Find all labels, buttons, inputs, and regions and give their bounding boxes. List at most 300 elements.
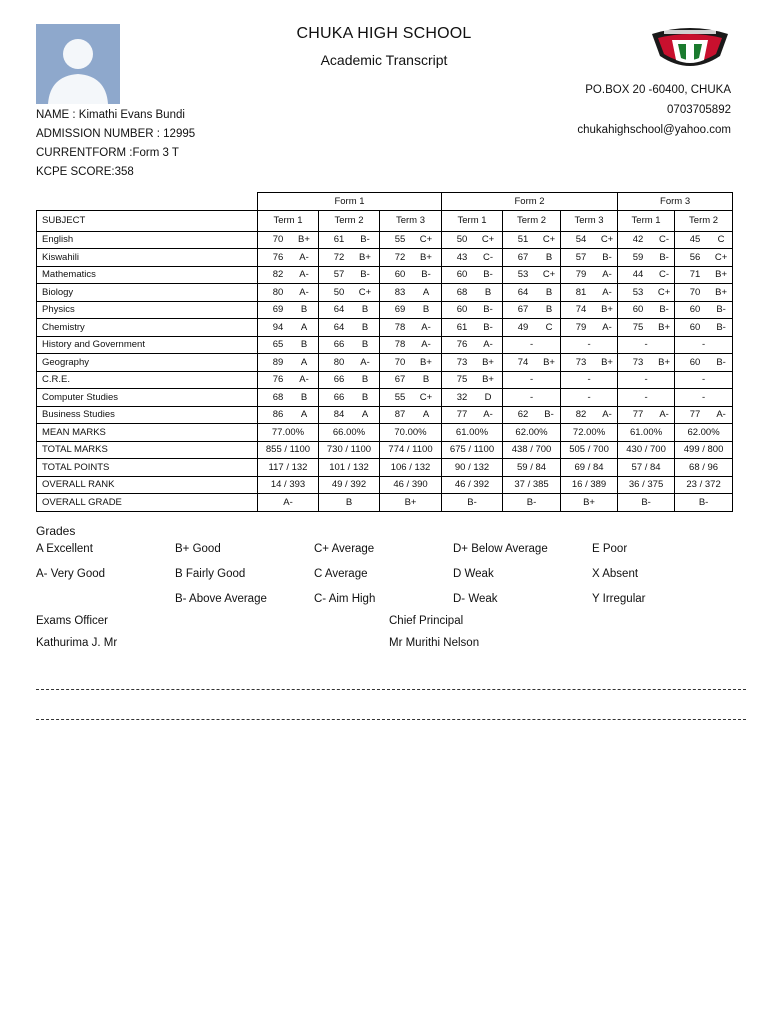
legend-item: C+ Average (314, 542, 375, 555)
summary-value: 505 / 700 (561, 441, 618, 459)
form-header: Form 3 (618, 193, 733, 211)
summary-value: 37 / 385 (503, 476, 561, 494)
score-cell (258, 371, 319, 389)
score-cell (319, 389, 380, 407)
score-cell (675, 301, 733, 319)
principal-name: Mr Murithi Nelson (389, 637, 480, 649)
summary-value: B- (675, 494, 733, 512)
score-cell (503, 266, 561, 284)
score-mark: 77 (689, 409, 701, 421)
summary-value: 46 / 390 (380, 476, 442, 494)
score-mark: 64 (517, 286, 529, 298)
score-cell (442, 284, 503, 302)
summary-value: 438 / 700 (503, 441, 561, 459)
score-grade: B (300, 339, 308, 351)
score-mark: 66 (333, 374, 345, 386)
score-cell (442, 336, 503, 354)
exams-officer-name: Kathurima J. Mr (36, 637, 118, 649)
score-grade: B- (544, 409, 554, 421)
grades-table (36, 192, 733, 512)
score-mark: 50 (333, 286, 345, 298)
score-grade: C+ (657, 286, 671, 298)
score-cell (442, 231, 503, 249)
header-blank (37, 193, 258, 211)
subject-name: Chemistry (37, 319, 258, 337)
score-cell (442, 354, 503, 372)
subject-header: SUBJECT (37, 210, 258, 231)
score-cell (618, 371, 675, 389)
score-mark: - (529, 391, 534, 403)
summary-value: 66.00% (319, 424, 380, 442)
score-mark: 70 (394, 356, 406, 368)
summary-value: 72.00% (561, 424, 618, 442)
score-grade: C+ (714, 251, 728, 263)
score-grade: A- (421, 321, 431, 333)
score-cell (503, 354, 561, 372)
term-header: Term 1 (258, 210, 319, 231)
email-line: chukahighschool@yahoo.com (577, 124, 731, 136)
current-form: CURRENTFORM :Form 3 T (36, 147, 179, 159)
score-cell (380, 301, 442, 319)
score-grade: A- (299, 286, 309, 298)
score-cell (319, 336, 380, 354)
legend-item: B+ Good (175, 542, 221, 555)
score-cell (561, 389, 618, 407)
score-grade: A- (659, 409, 669, 421)
summary-value: 46 / 392 (442, 476, 503, 494)
score-cell (319, 284, 380, 302)
score-mark: 82 (272, 269, 284, 281)
score-cell (258, 249, 319, 267)
summary-value: 774 / 1100 (380, 441, 442, 459)
document-title: Academic Transcript (320, 52, 448, 68)
term-header: Term 3 (380, 210, 442, 231)
term-header: Term 2 (319, 210, 380, 231)
score-grade: B- (716, 356, 726, 368)
score-mark: 61 (456, 321, 468, 333)
score-cell (561, 336, 618, 354)
score-mark: 42 (632, 234, 644, 246)
score-cell (618, 284, 675, 302)
score-cell (503, 231, 561, 249)
score-mark: 49 (517, 321, 529, 333)
subject-name: Physics (37, 301, 258, 319)
score-grade: B (361, 374, 369, 386)
score-cell (258, 389, 319, 407)
term-header: Term 3 (561, 210, 618, 231)
score-mark: 69 (272, 304, 284, 316)
score-grade: A- (360, 356, 370, 368)
score-grade: A- (299, 251, 309, 263)
subject-row (37, 336, 733, 354)
summary-value: 23 / 372 (675, 476, 733, 494)
score-grade: A- (602, 409, 612, 421)
summary-row (37, 424, 733, 442)
summary-value: B- (618, 494, 675, 512)
score-cell (618, 266, 675, 284)
summary-value: 59 / 84 (503, 459, 561, 477)
score-grade: B (422, 304, 430, 316)
subject-row (37, 371, 733, 389)
score-grade: B+ (658, 321, 670, 333)
score-grade: B- (421, 269, 431, 281)
summary-value: 77.00% (258, 424, 319, 442)
summary-value: A- (258, 494, 319, 512)
score-mark: 43 (456, 251, 468, 263)
summary-value: 730 / 1100 (319, 441, 380, 459)
score-cell (503, 371, 561, 389)
subject-name: Mathematics (37, 266, 258, 284)
score-cell (561, 319, 618, 337)
score-cell (442, 389, 503, 407)
summary-row (37, 459, 733, 477)
score-cell (675, 354, 733, 372)
signature-line (36, 689, 746, 690)
subject-row (37, 354, 733, 372)
score-grade: B (361, 321, 369, 333)
score-cell (675, 266, 733, 284)
address-line: PO.BOX 20 -60400, CHUKA (585, 84, 731, 96)
score-cell (442, 301, 503, 319)
summary-value: 57 / 84 (618, 459, 675, 477)
score-grade: C- (659, 269, 670, 281)
score-grade: C (545, 321, 553, 333)
score-mark: 73 (575, 356, 587, 368)
score-mark: 45 (689, 234, 701, 246)
score-mark: 78 (394, 339, 406, 351)
score-cell (618, 336, 675, 354)
score-cell (319, 301, 380, 319)
score-cell (319, 249, 380, 267)
score-mark: 60 (689, 321, 701, 333)
score-grade: B- (360, 234, 370, 246)
score-grade: B (422, 374, 430, 386)
score-mark: 70 (689, 286, 701, 298)
legend-row (36, 586, 736, 611)
score-mark: - (644, 339, 648, 351)
subject-row (37, 319, 733, 337)
legend-row (36, 561, 736, 586)
score-grade: B (361, 339, 369, 351)
score-cell (319, 354, 380, 372)
score-mark: 68 (456, 286, 468, 298)
score-mark: 75 (632, 321, 644, 333)
score-mark: 60 (689, 356, 701, 368)
score-cell (618, 319, 675, 337)
subject-row (37, 389, 733, 407)
score-cell (561, 406, 618, 424)
score-mark: - (644, 374, 648, 386)
score-grade: B- (483, 304, 493, 316)
score-cell (675, 249, 733, 267)
student-info (36, 106, 195, 182)
term-header: Term 1 (442, 210, 503, 231)
legend-item: E Poor (592, 542, 628, 555)
score-cell (258, 231, 319, 249)
score-mark: 68 (272, 391, 284, 403)
score-cell (675, 284, 733, 302)
score-cell (675, 389, 733, 407)
score-cell (380, 371, 442, 389)
subject-row (37, 231, 733, 249)
subject-name: C.R.E. (37, 371, 258, 389)
score-cell (618, 406, 675, 424)
subject-name: Biology (37, 284, 258, 302)
score-cell (319, 266, 380, 284)
crest-icon (650, 26, 730, 70)
legend-item: D Weak (453, 567, 494, 580)
score-cell (675, 319, 733, 337)
score-mark: 72 (333, 251, 345, 263)
score-grade: A- (602, 321, 612, 333)
summary-label: TOTAL POINTS (37, 459, 258, 477)
summary-value: 499 / 800 (675, 441, 733, 459)
score-cell (503, 389, 561, 407)
score-mark: 60 (456, 269, 468, 281)
subject-name: Business Studies (37, 406, 258, 424)
score-mark: 66 (333, 339, 345, 351)
score-grade: B- (716, 304, 726, 316)
score-grade: B+ (482, 374, 494, 386)
score-grade: A- (483, 339, 493, 351)
legend-item: C Average (314, 567, 368, 580)
score-grade: B- (659, 304, 669, 316)
score-grade: B (300, 391, 308, 403)
score-mark: 53 (632, 286, 644, 298)
score-grade: B+ (715, 286, 727, 298)
score-mark: 76 (272, 374, 284, 386)
subject-name: Computer Studies (37, 389, 258, 407)
legend-item: A Excellent (36, 542, 93, 555)
score-cell (258, 336, 319, 354)
score-grade: C- (483, 251, 494, 263)
score-grade: B+ (658, 356, 670, 368)
summary-value: 106 / 132 (380, 459, 442, 477)
score-cell (442, 319, 503, 337)
summary-label: OVERALL RANK (37, 476, 258, 494)
score-cell (675, 371, 733, 389)
student-name: NAME : Kimathi Evans Bundi (36, 109, 185, 121)
score-grade: A- (483, 409, 493, 421)
summary-value: 430 / 700 (618, 441, 675, 459)
summary-value: B- (503, 494, 561, 512)
score-mark: 74 (575, 304, 587, 316)
term-header: Term 2 (503, 210, 561, 231)
score-cell (258, 354, 319, 372)
score-mark: 57 (333, 269, 345, 281)
score-mark: - (587, 391, 591, 403)
score-grade: A (300, 409, 308, 421)
summary-value: B+ (561, 494, 618, 512)
score-grade: A- (421, 339, 431, 351)
score-cell (380, 319, 442, 337)
terms-header-row (37, 210, 733, 231)
score-mark: 55 (394, 234, 406, 246)
score-mark: 61 (333, 234, 345, 246)
score-grade: A (361, 409, 369, 421)
score-grade: B- (602, 251, 612, 263)
score-mark: 79 (575, 269, 587, 281)
score-grade: B (545, 251, 553, 263)
score-mark: - (701, 339, 706, 351)
score-grade: B+ (359, 251, 371, 263)
grades-legend (36, 536, 736, 611)
summary-row (37, 494, 733, 512)
score-cell (561, 284, 618, 302)
score-mark: 78 (394, 321, 406, 333)
score-mark: 54 (575, 234, 587, 246)
score-cell (380, 406, 442, 424)
score-grade: B (484, 286, 492, 298)
score-cell (561, 249, 618, 267)
score-grade: C (717, 234, 725, 246)
score-cell (561, 301, 618, 319)
legend-item: B- Above Average (175, 592, 267, 605)
legend-item: D+ Below Average (453, 542, 548, 555)
school-logo (650, 26, 730, 70)
score-cell (442, 249, 503, 267)
score-cell (258, 301, 319, 319)
score-mark: 67 (517, 251, 529, 263)
score-grade: B+ (715, 269, 727, 281)
subject-name: English (37, 231, 258, 249)
summary-value: 61.00% (618, 424, 675, 442)
score-cell (319, 406, 380, 424)
score-mark: 77 (456, 409, 468, 421)
summary-value: 14 / 393 (258, 476, 319, 494)
score-grade: A- (299, 374, 309, 386)
score-mark: 60 (689, 304, 701, 316)
summary-label: OVERALL GRADE (37, 494, 258, 512)
score-grade: A (422, 286, 430, 298)
score-grade: C+ (542, 269, 556, 281)
score-mark: 70 (272, 234, 284, 246)
score-cell (258, 284, 319, 302)
score-cell (561, 371, 618, 389)
score-mark: 80 (272, 286, 284, 298)
score-mark: 62 (517, 409, 529, 421)
score-mark: 51 (517, 234, 529, 246)
legend-item: B Fairly Good (175, 567, 246, 580)
score-grade: C+ (419, 391, 433, 403)
score-mark: 67 (517, 304, 529, 316)
score-grade: B+ (482, 356, 494, 368)
score-cell (561, 266, 618, 284)
score-cell (618, 389, 675, 407)
score-grade: C+ (358, 286, 372, 298)
summary-value: 62.00% (503, 424, 561, 442)
summary-value: 90 / 132 (442, 459, 503, 477)
score-mark: 71 (689, 269, 701, 281)
score-mark: 72 (394, 251, 406, 263)
score-mark: 80 (333, 356, 345, 368)
score-cell (380, 231, 442, 249)
score-cell (319, 371, 380, 389)
score-mark: 59 (632, 251, 644, 263)
score-mark: 74 (517, 356, 529, 368)
score-cell (503, 301, 561, 319)
score-mark: 60 (394, 269, 406, 281)
term-header: Term 2 (675, 210, 733, 231)
summary-value: 70.00% (380, 424, 442, 442)
score-cell (503, 406, 561, 424)
score-mark: 73 (456, 356, 468, 368)
score-grade: B- (360, 269, 370, 281)
score-mark: 77 (632, 409, 644, 421)
score-grade: A (300, 356, 308, 368)
score-mark: 60 (632, 304, 644, 316)
score-mark: 57 (575, 251, 587, 263)
score-grade: B+ (420, 356, 432, 368)
subject-row (37, 284, 733, 302)
forms-header-row (37, 193, 733, 211)
subject-name: Kiswahili (37, 249, 258, 267)
score-mark: 67 (394, 374, 406, 386)
term-header: Term 1 (618, 210, 675, 231)
score-grade: C+ (542, 234, 556, 246)
subject-row (37, 266, 733, 284)
score-grade: C+ (600, 234, 614, 246)
score-cell (618, 249, 675, 267)
subject-row (37, 301, 733, 319)
score-grade: B (361, 391, 369, 403)
school-address (577, 80, 731, 140)
score-mark: 76 (456, 339, 468, 351)
score-cell (258, 406, 319, 424)
score-mark: 86 (272, 409, 284, 421)
score-cell (319, 319, 380, 337)
summary-value: 62.00% (675, 424, 733, 442)
score-cell (442, 371, 503, 389)
summary-value: 675 / 1100 (442, 441, 503, 459)
summary-value: B- (442, 494, 503, 512)
summary-value: 855 / 1100 (258, 441, 319, 459)
score-mark: 81 (575, 286, 587, 298)
admission-number: ADMISSION NUMBER : 12995 (36, 128, 196, 140)
legend-item: A- Very Good (36, 567, 106, 580)
score-mark: 87 (394, 409, 406, 421)
score-grade: B- (659, 251, 669, 263)
score-mark: - (587, 339, 591, 351)
kcpe-score: KCPE SCORE:358 (36, 166, 134, 178)
score-mark: 94 (272, 321, 284, 333)
score-grade: C+ (419, 234, 433, 246)
score-grade: A (422, 409, 430, 421)
legend-item: C- Aim High (314, 592, 376, 605)
score-mark: 82 (575, 409, 587, 421)
score-mark: 79 (575, 321, 587, 333)
score-grade: A (300, 321, 308, 333)
score-cell (503, 319, 561, 337)
legend-item: Y Irregular (592, 592, 646, 605)
summary-value: 16 / 389 (561, 476, 618, 494)
score-cell (618, 231, 675, 249)
score-cell (380, 284, 442, 302)
score-grade: A- (299, 269, 309, 281)
score-cell (618, 354, 675, 372)
score-mark: 64 (333, 321, 345, 333)
legend-item: D- Weak (453, 592, 498, 605)
score-mark: 53 (517, 269, 529, 281)
score-grade: B- (716, 321, 726, 333)
score-grade: A- (716, 409, 726, 421)
score-grade: C+ (481, 234, 495, 246)
score-cell (675, 231, 733, 249)
score-mark: 75 (456, 374, 468, 386)
score-cell (380, 354, 442, 372)
score-grade: B- (483, 269, 493, 281)
score-grade: B (545, 286, 553, 298)
